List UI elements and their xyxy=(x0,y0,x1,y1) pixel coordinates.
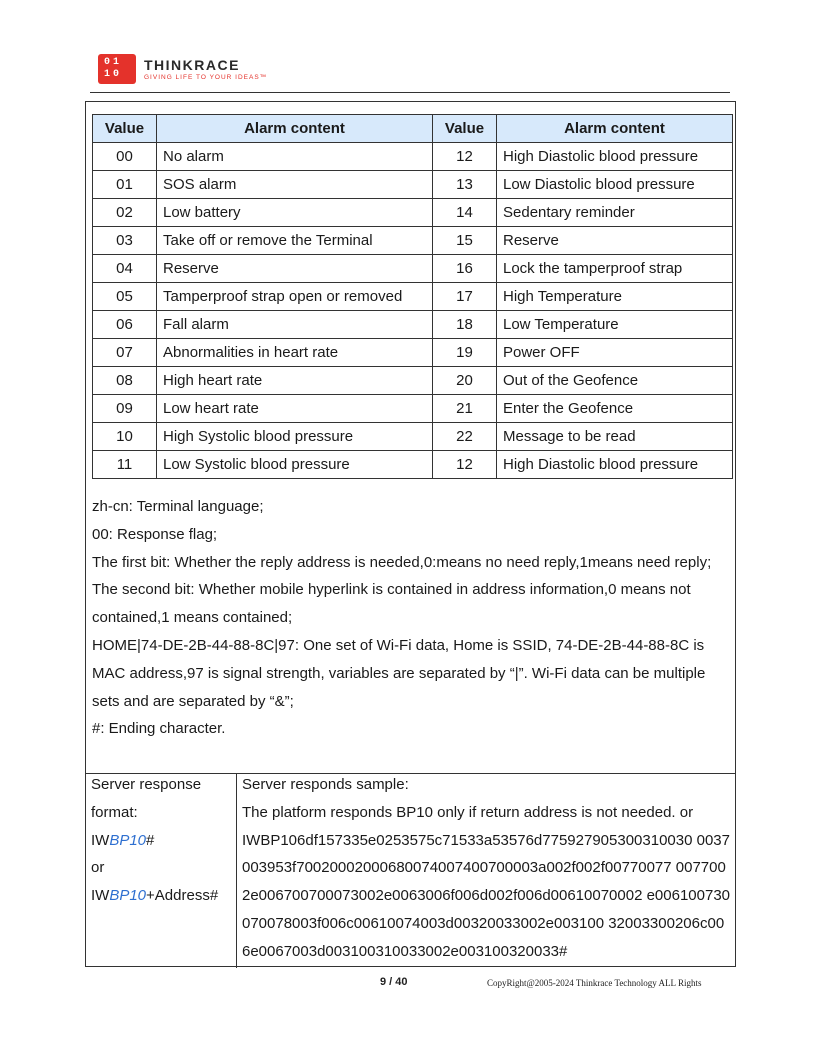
value-cell: 11 xyxy=(93,451,157,479)
value-cell: 10 xyxy=(93,423,157,451)
table-row xyxy=(93,311,733,339)
header-alarm-content-2: Alarm content xyxy=(497,115,733,143)
format-label-1: Server response xyxy=(91,776,202,793)
table-row xyxy=(93,283,733,311)
table-row xyxy=(93,255,733,283)
alarm-cell: Take off or remove the Terminal xyxy=(157,227,433,255)
alarm-cell: Abnormalities in heart rate xyxy=(157,339,433,367)
alarm-cell: High Temperature xyxy=(497,283,733,311)
value-cell: 18 xyxy=(433,311,497,339)
table-row xyxy=(93,171,733,199)
response-format xyxy=(91,771,233,910)
alarm-cell: Tamperproof strap open or removed xyxy=(157,283,433,311)
sample-label: Server responds sample: xyxy=(242,776,409,793)
header-alarm-content-1: Alarm content xyxy=(157,115,433,143)
value-cell: 03 xyxy=(93,227,157,255)
response-sample xyxy=(242,771,732,966)
value-cell: 04 xyxy=(93,255,157,283)
description-line: The second bit: Whether mobile hyperlink is contained in address information,0 means not contained,1 means contained; xyxy=(92,581,691,627)
alarm-cell: SOS alarm xyxy=(157,171,433,199)
brand-name: THINKRACE xyxy=(144,57,240,73)
value-cell: 12 xyxy=(433,451,497,479)
header-rule xyxy=(90,92,730,93)
format-1 xyxy=(91,827,233,855)
format-2-prefix: IW xyxy=(91,887,110,905)
page-number: 9 / 40 xyxy=(380,976,408,988)
description-line: The first bit: Whether the reply address is needed,0:means no need reply,1means need reply; xyxy=(92,553,712,571)
sample-note: The platform responds BP10 only if return address is not needed. or xyxy=(242,803,694,821)
value-cell: 15 xyxy=(433,227,497,255)
alarm-cell: High heart rate xyxy=(157,367,433,395)
alarm-cell: No alarm xyxy=(157,143,433,171)
value-cell: 14 xyxy=(433,199,497,227)
table-row xyxy=(93,143,733,171)
alarm-cell: Low Systolic blood pressure xyxy=(157,451,433,479)
sample-hex: IWBP106df157335e0253575c71533a53576d775927905300310030 0037003953f70020002000680074007400700003a002f002f00770077 0077002e006700700073002e0063006f006d002f006d00610070002 e006100730070078003f006c00610074003d00320033002e003100 32003300206c006e0067003d003100310033002e003100320033# xyxy=(242,831,731,960)
table-row xyxy=(93,227,733,255)
copyright: CopyRight@2005-2024 Thinkrace Technology ALL Rights xyxy=(487,978,702,988)
value-cell: 07 xyxy=(93,339,157,367)
brand-tagline: GIVING LIFE TO YOUR IDEAS™ xyxy=(144,74,268,81)
alarm-cell: Message to be read xyxy=(497,423,733,451)
table-row xyxy=(93,339,733,367)
alarm-table-body xyxy=(93,143,733,479)
alarm-cell: High Systolic blood pressure xyxy=(157,423,433,451)
format-1-prefix: IW xyxy=(91,831,110,849)
alarm-cell: Reserve xyxy=(157,255,433,283)
alarm-cell: High Diastolic blood pressure xyxy=(497,143,733,171)
value-cell: 13 xyxy=(433,171,497,199)
value-cell: 19 xyxy=(433,339,497,367)
format-2-suffix: +Address# xyxy=(146,887,219,905)
alarm-cell: Low heart rate xyxy=(157,395,433,423)
format-1-command: BP10 xyxy=(109,831,147,849)
table-row xyxy=(93,451,733,479)
alarm-cell: Sedentary reminder xyxy=(497,199,733,227)
format-1-suffix: # xyxy=(146,831,155,849)
alarm-cell: Power OFF xyxy=(497,339,733,367)
value-cell: 09 xyxy=(93,395,157,423)
value-cell: 08 xyxy=(93,367,157,395)
format-2 xyxy=(91,882,233,910)
alarm-cell: Low battery xyxy=(157,199,433,227)
alarm-cell: Reserve xyxy=(497,227,733,255)
alarm-cell: Low Diastolic blood pressure xyxy=(497,171,733,199)
format-2-command: BP10 xyxy=(109,887,147,905)
table-row xyxy=(93,367,733,395)
logo-mark xyxy=(98,54,136,84)
alarm-table-header xyxy=(93,115,733,143)
logo-digits-top: 01 xyxy=(104,57,123,68)
description-line: #: Ending character. xyxy=(92,720,226,738)
alarm-cell: Out of the Geofence xyxy=(497,367,733,395)
value-cell: 00 xyxy=(93,143,157,171)
table-row xyxy=(93,395,733,423)
value-cell: 20 xyxy=(433,367,497,395)
description-line: HOME|74-DE-2B-44-88-8C|97: One set of Wi-Fi data, Home is SSID, 74-DE-2B-44-88-8C is MAC address,97 is signal strength, variables are separated by “|”. Wi-Fi data can be multiple sets and are separated by “&”; xyxy=(92,636,706,710)
value-cell: 17 xyxy=(433,283,497,311)
alarm-cell: Fall alarm xyxy=(157,311,433,339)
alarm-cell: Lock the tamperproof strap xyxy=(497,255,733,283)
value-cell: 16 xyxy=(433,255,497,283)
format-label-2: format: xyxy=(91,803,138,821)
header-value-1: Value xyxy=(93,115,157,143)
description-line: zh-cn: Terminal language; xyxy=(92,498,264,515)
alarm-cell: Enter the Geofence xyxy=(497,395,733,423)
value-cell: 21 xyxy=(433,395,497,423)
alarm-cell: High Diastolic blood pressure xyxy=(497,451,733,479)
response-column-divider xyxy=(236,774,237,968)
server-response-section xyxy=(85,773,736,968)
value-cell: 01 xyxy=(93,171,157,199)
value-cell: 05 xyxy=(93,283,157,311)
format-or: or xyxy=(91,859,105,877)
header-value-2: Value xyxy=(433,115,497,143)
alarm-table xyxy=(92,114,733,479)
value-cell: 02 xyxy=(93,199,157,227)
description-line: 00: Response flag; xyxy=(92,525,218,543)
field-description xyxy=(92,493,732,743)
alarm-cell: Low Temperature xyxy=(497,311,733,339)
value-cell: 06 xyxy=(93,311,157,339)
value-cell: 12 xyxy=(433,143,497,171)
table-row xyxy=(93,199,733,227)
value-cell: 22 xyxy=(433,423,497,451)
logo-digits-bottom: 10 xyxy=(104,69,123,80)
table-row xyxy=(93,423,733,451)
